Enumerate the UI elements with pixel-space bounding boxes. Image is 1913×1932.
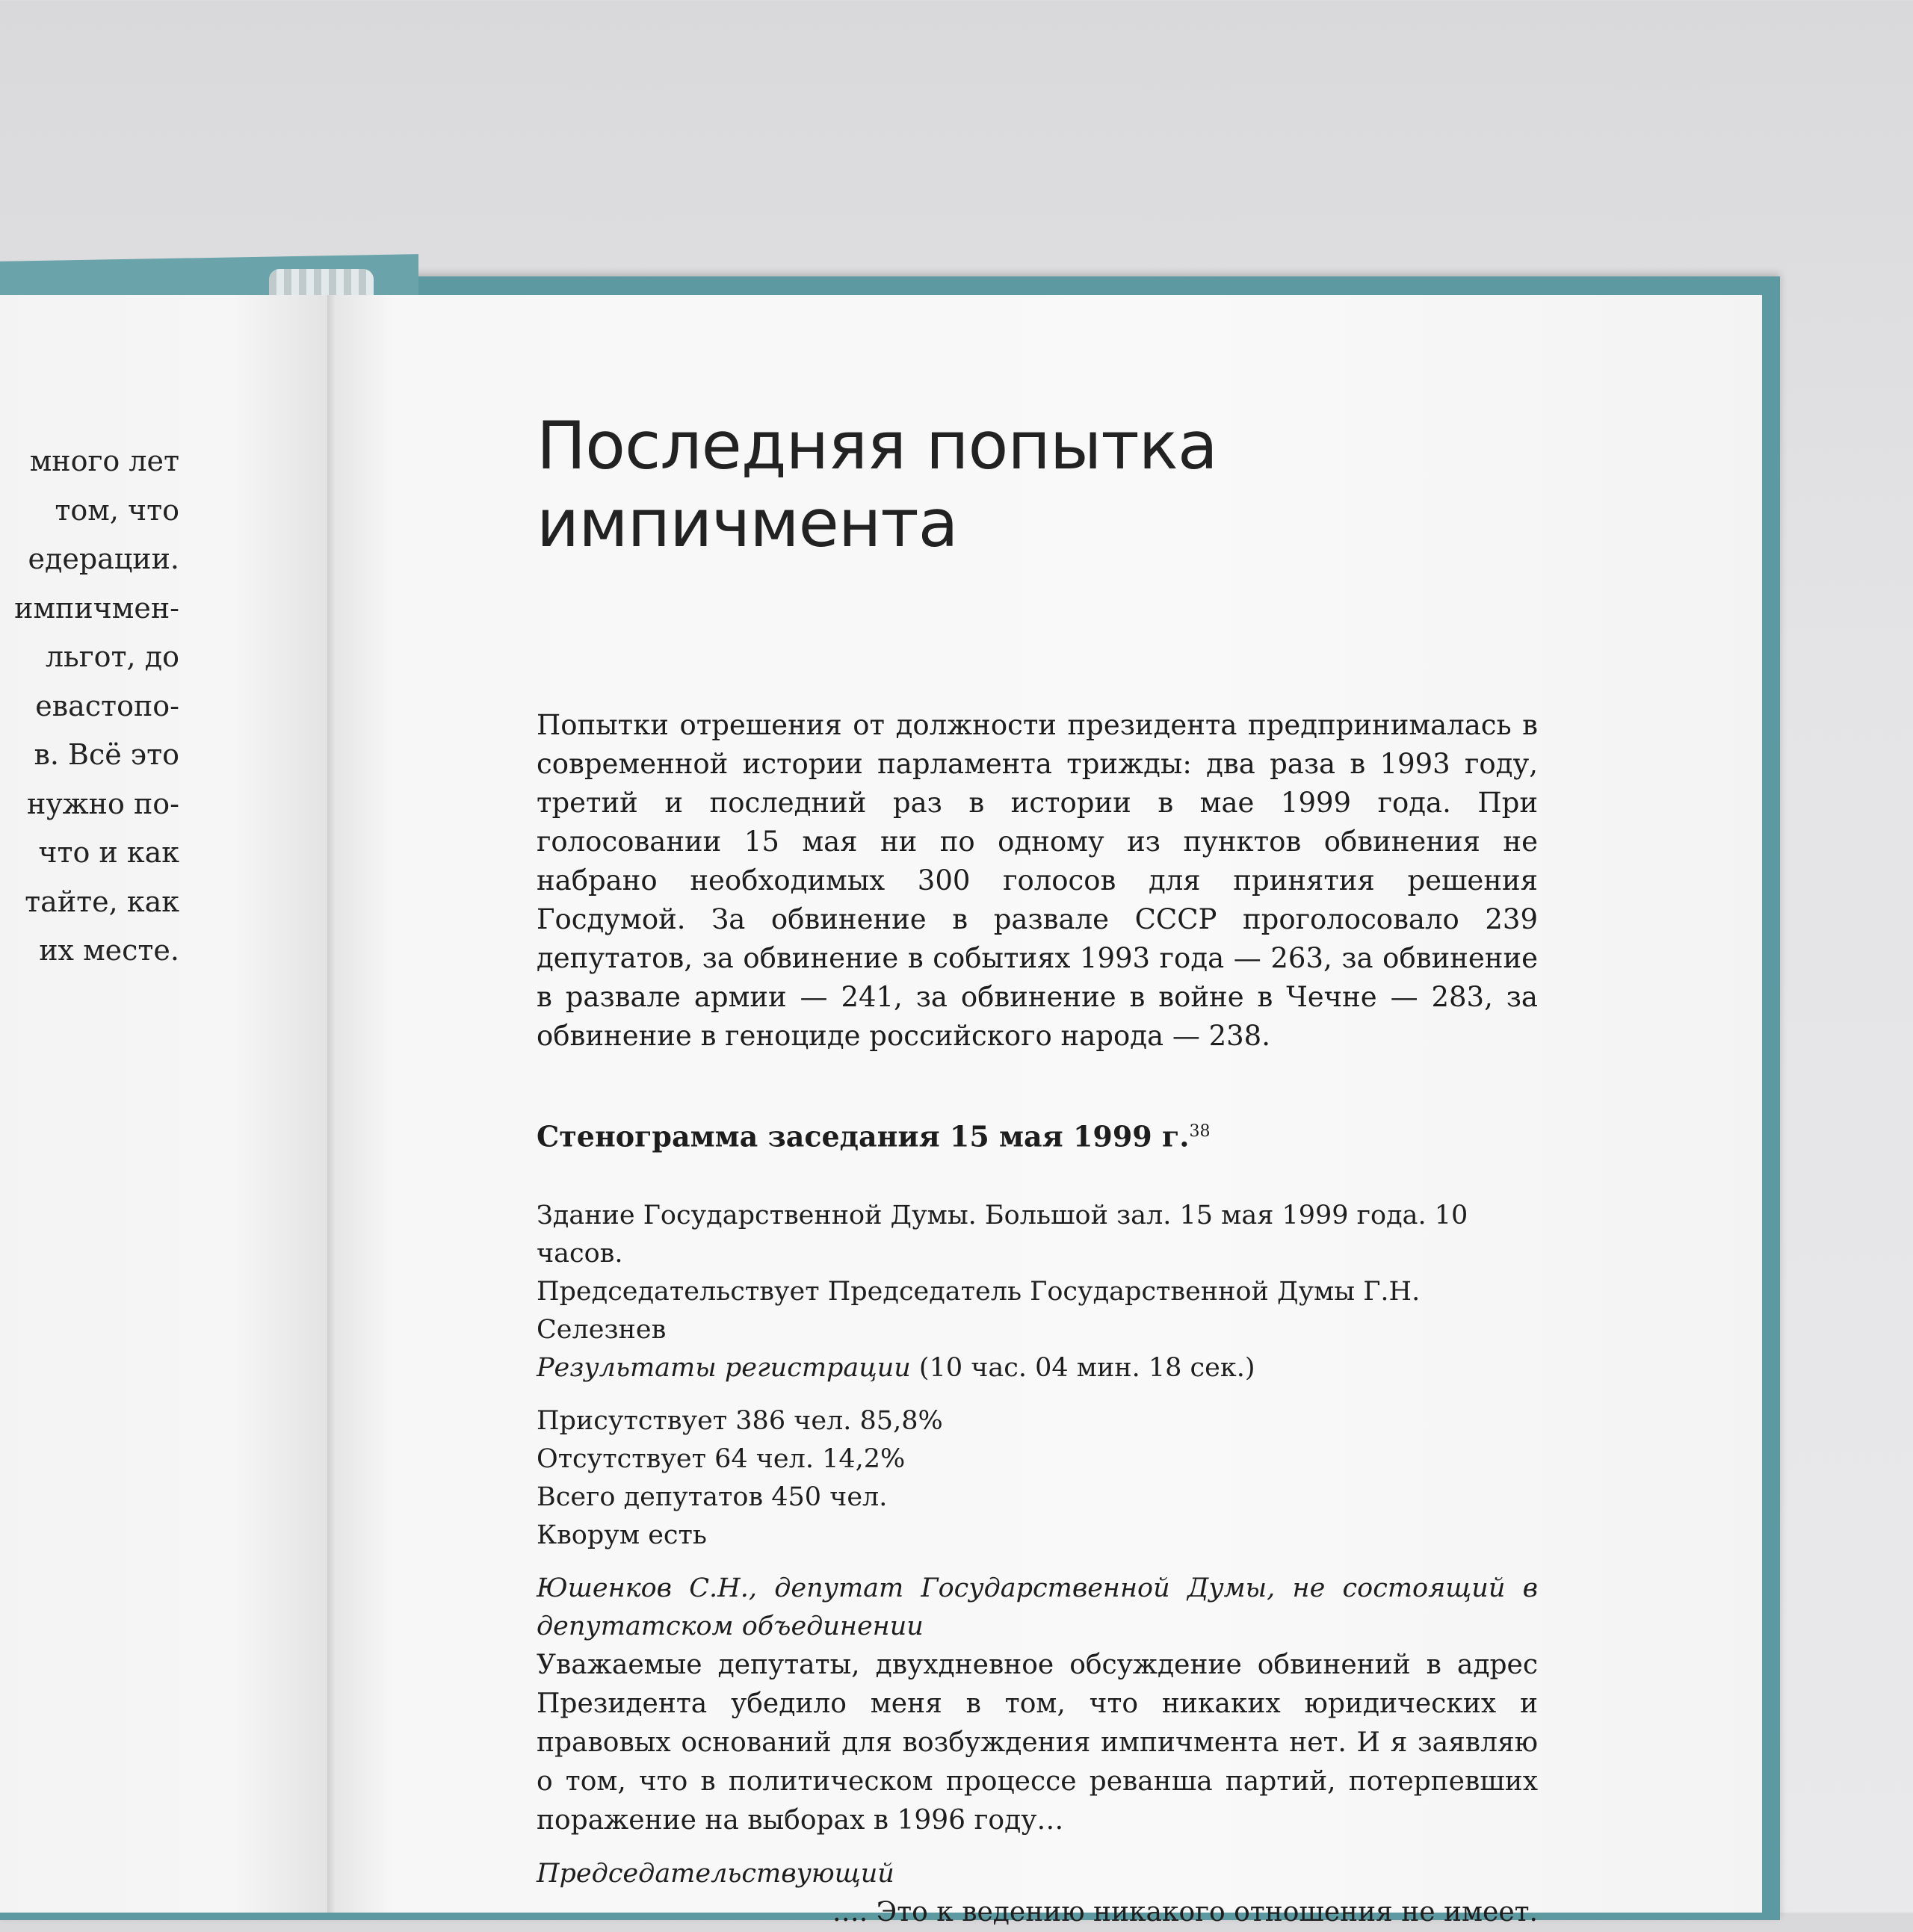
quorum-status: Кворум есть (537, 1520, 707, 1550)
left-line: том, что (55, 493, 179, 527)
left-line: едерации. (28, 542, 179, 575)
present-count: Присутствует 386 чел. 85,8% (537, 1405, 943, 1436)
absent-count: Отсутствует 64 чел. 14,2% (537, 1443, 906, 1474)
left-line: много лет (29, 445, 179, 477)
intro-paragraph: Попытки отрешения от должности президента предпринималась в современной истории парламента трижды: два раза в 1993 году, третий и последний раз в истории в мае 1999 года. При голосовании 15 мая ни по одному из пунктов обвинения не набрано необходимых 300 голосов для принятия решения Госдумой. За обвинение в развале СССР проголосовало 239 депутатов, за обвинение в событиях 1993 года — 263, за обвинение в развале армии — 241, за обвинение в войне в Чечне — 283, за обвинение в геноциде российского народа — 238. (537, 709, 1538, 1052)
chair-speech: …. Это к ведению никакого отношения не имеет. (832, 1896, 1538, 1928)
session-info (537, 1197, 1538, 1387)
chapter-heading: Последняя попытка импичмента (537, 407, 1217, 562)
speaker-name: Юшенков С.Н., депутат Государственной Думы, не состоящий в депутатском объединении (537, 1573, 1538, 1641)
transcript-heading-text: Стенограмма заседания 15 мая 1999 г. (537, 1119, 1190, 1154)
left-page-text (14, 437, 179, 976)
left-line: тайте, как (25, 885, 179, 918)
registration-time: (10 час. 04 мин. 18 сек.) (910, 1352, 1255, 1383)
chair-label: Председательствующий (537, 1858, 894, 1889)
left-line: импичмен- (14, 591, 179, 625)
page-content (537, 407, 1538, 1932)
left-page (0, 295, 333, 1913)
registration-label: Результаты регистрации (537, 1352, 911, 1383)
total-count: Всего депутатов 450 чел. (537, 1481, 888, 1512)
registration-line (537, 1349, 1538, 1387)
speech-text: Уважаемые депутаты, двухдневное обсуждение обвинений в адрес Президента убедило меня в том, что никаких юридических и правовых оснований для возбуждения импичмента нет. И я заявляю о том, что в политическом процессе реванша партий, потерпевших поражение на выборах в 1996 году… (537, 1649, 1538, 1836)
transcript-heading (537, 1112, 1538, 1157)
footnote-ref: 38 (1189, 1122, 1211, 1141)
left-line: что и как (38, 836, 179, 869)
left-line: их месте. (39, 934, 179, 967)
session-line: Председательствует Председатель Государственной Думы Г.Н. Селезнев (537, 1276, 1421, 1345)
left-line: нужно по- (27, 787, 179, 820)
right-page (336, 295, 1762, 1928)
session-line: Здание Государственной Думы. Большой зал. 15 мая 1999 года. 10 часов. (537, 1200, 1468, 1269)
left-line: льгот, до (45, 640, 179, 673)
left-line: в. Всё это (34, 738, 179, 771)
left-line: евастопо- (35, 689, 179, 722)
registration-results (537, 1402, 1538, 1555)
